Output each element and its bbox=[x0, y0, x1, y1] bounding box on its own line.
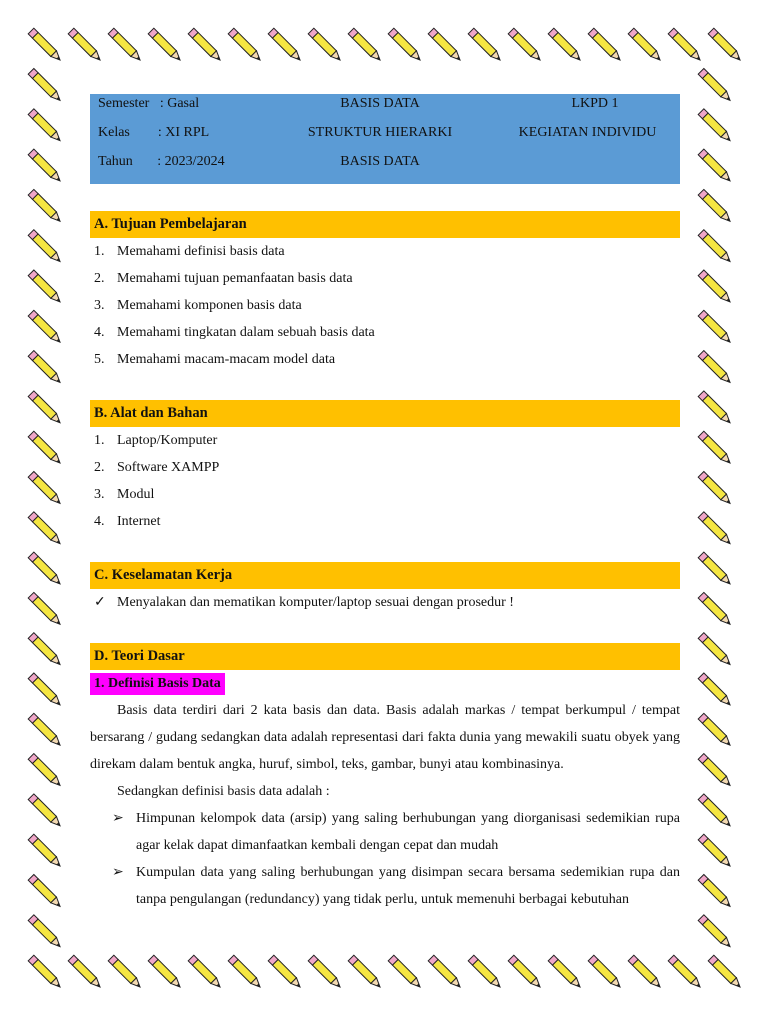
pencil-icon bbox=[68, 955, 103, 990]
pencil-icon bbox=[388, 955, 423, 990]
list-item: 2. Memahami tujuan pemanfaatan basis data bbox=[94, 271, 353, 286]
kegiatan-label: KEGIATAN INDIVIDU bbox=[518, 125, 657, 140]
list-item: ➢ Kumpulan data yang saling berhubungan yang disimpan secara bersama sedemikian rupa dan tanpa pengulangan (redundancy) yang tidak perlu, untuk memenuhi berbagai kebutuhan bbox=[90, 859, 680, 913]
pencil-icon bbox=[28, 310, 63, 345]
header-info-box bbox=[90, 94, 680, 184]
list-item: 4. Internet bbox=[94, 514, 161, 529]
pencil-icon bbox=[28, 109, 63, 144]
pencil-icon bbox=[268, 28, 303, 63]
subheading-definisi: 1. Definisi Basis Data bbox=[90, 673, 225, 695]
lkpd-label: LKPD 1 bbox=[571, 96, 619, 111]
pencil-icon bbox=[268, 955, 303, 990]
pencil-icon bbox=[708, 955, 743, 990]
pencil-icon bbox=[28, 270, 63, 305]
definition-bullets bbox=[90, 805, 680, 913]
pencil-icon bbox=[148, 28, 183, 63]
pencil-icon bbox=[188, 955, 223, 990]
pencil-icon bbox=[28, 633, 63, 668]
pencil-icon bbox=[548, 955, 583, 990]
pencil-icon bbox=[698, 633, 733, 668]
pencil-icon bbox=[28, 69, 63, 104]
pencil-icon bbox=[698, 794, 733, 829]
pencil-icon bbox=[508, 955, 543, 990]
pencil-icon bbox=[668, 955, 703, 990]
pencil-icon bbox=[698, 270, 733, 305]
pencil-icon bbox=[28, 28, 63, 63]
pencil-icon bbox=[628, 955, 663, 990]
pencil-icon bbox=[698, 431, 733, 466]
pencil-icon bbox=[28, 592, 63, 627]
title-line-3: BASIS DATA bbox=[340, 154, 420, 169]
pencil-icon bbox=[698, 149, 733, 184]
pencil-icon bbox=[698, 472, 733, 507]
pencil-icon bbox=[308, 955, 343, 990]
pencil-icon bbox=[108, 28, 143, 63]
pencil-icon bbox=[388, 28, 423, 63]
check-mark-icon: ✓ bbox=[94, 595, 106, 610]
pencil-icon bbox=[108, 955, 143, 990]
pencil-icon bbox=[698, 230, 733, 265]
pencil-icon bbox=[698, 592, 733, 627]
pencil-icon bbox=[28, 754, 63, 789]
pencil-icon bbox=[28, 794, 63, 829]
pencil-icon bbox=[698, 673, 733, 708]
pencil-icon bbox=[588, 955, 623, 990]
kelas-label: Kelas : XI RPL bbox=[98, 125, 210, 140]
pencil-icon bbox=[348, 28, 383, 63]
pencil-icon bbox=[698, 834, 733, 869]
learning-objectives-list bbox=[90, 238, 680, 373]
pencil-icon bbox=[698, 310, 733, 345]
pencil-icon bbox=[28, 834, 63, 869]
pencil-icon bbox=[698, 552, 733, 587]
tahun-label: Tahun : 2023/2024 bbox=[98, 154, 225, 169]
list-item: 4. Memahami tingkatan dalam sebuah basis data bbox=[94, 325, 375, 340]
list-item: 5. Memahami macam-macam model data bbox=[94, 352, 336, 367]
pencil-icon bbox=[28, 673, 63, 708]
pencil-icon bbox=[698, 189, 733, 224]
pencil-icon bbox=[708, 28, 743, 63]
pencil-icon bbox=[148, 955, 183, 990]
section-c-heading: C. Keselamatan Kerja bbox=[90, 562, 680, 589]
safety-list bbox=[90, 589, 680, 616]
pencil-icon bbox=[468, 28, 503, 63]
pencil-icon bbox=[28, 230, 63, 265]
list-item: 3. Memahami komponen basis data bbox=[94, 298, 302, 313]
pencil-icon bbox=[28, 875, 63, 910]
pencil-icon bbox=[28, 351, 63, 386]
pencil-icon bbox=[28, 149, 63, 184]
list-item: ➢ Himpunan kelompok data (arsip) yang saling berhubungan yang diorganisasi sedemikian rupa agar kelak dapat dimanfaatkan kembali dengan cepat dan mudah bbox=[90, 805, 680, 859]
list-item: 1. Memahami definisi basis data bbox=[94, 244, 285, 259]
pencil-icon bbox=[308, 28, 343, 63]
section-a-heading: A. Tujuan Pembelajaran bbox=[90, 211, 680, 238]
pencil-icon bbox=[28, 472, 63, 507]
definition-intro: Sedangkan definisi basis data adalah : bbox=[117, 784, 330, 799]
semester-label: Semester : Gasal bbox=[98, 96, 200, 111]
title-line-2: STRUKTUR HIERARKI bbox=[307, 125, 453, 140]
pencil-icon bbox=[468, 955, 503, 990]
section-b-heading: B. Alat dan Bahan bbox=[90, 400, 680, 427]
pencil-icon bbox=[698, 351, 733, 386]
pencil-icon bbox=[628, 28, 663, 63]
pencil-icon bbox=[28, 431, 63, 466]
pencil-icon bbox=[28, 915, 63, 950]
pencil-icon bbox=[28, 713, 63, 748]
worksheet bbox=[90, 94, 680, 913]
pencil-icon bbox=[698, 109, 733, 144]
pencil-icon bbox=[698, 875, 733, 910]
arrow-bullet-icon: ➢ bbox=[112, 865, 124, 880]
pencil-icon bbox=[228, 28, 263, 63]
tools-list bbox=[90, 427, 680, 535]
pencil-icon bbox=[28, 189, 63, 224]
title-line-1: BASIS DATA bbox=[340, 96, 420, 111]
pencil-icon bbox=[698, 754, 733, 789]
pencil-icon bbox=[588, 28, 623, 63]
list-item: 2. Software XAMPP bbox=[94, 460, 220, 475]
pencil-icon bbox=[698, 391, 733, 426]
arrow-bullet-icon: ➢ bbox=[112, 811, 124, 826]
pencil-icon bbox=[28, 391, 63, 426]
pencil-icon bbox=[28, 552, 63, 587]
definition-paragraph: Basis data terdiri dari 2 kata basis dan data. Basis adalah markas / tempat berkumpul / tempat bersarang / gudang sedangkan data adalah representasi dari fakta dunia yang mewakili suatu obyek yang direkam dalam bentuk angka, huruf, simbol, teks, gambar, bunyi atau kombinasinya. bbox=[90, 703, 680, 772]
pencil-icon bbox=[698, 713, 733, 748]
list-item: 1. Laptop/Komputer bbox=[94, 433, 218, 448]
pencil-icon bbox=[28, 512, 63, 547]
pencil-icon bbox=[428, 955, 463, 990]
pencil-icon bbox=[428, 28, 463, 63]
pencil-icon bbox=[668, 28, 703, 63]
pencil-icon bbox=[698, 512, 733, 547]
section-d-heading: D. Teori Dasar bbox=[90, 643, 680, 670]
pencil-icon bbox=[228, 955, 263, 990]
pencil-icon bbox=[548, 28, 583, 63]
pencil-icon bbox=[188, 28, 223, 63]
pencil-icon bbox=[348, 955, 383, 990]
list-item: 3. Modul bbox=[94, 487, 155, 502]
pencil-icon bbox=[508, 28, 543, 63]
pencil-icon bbox=[28, 955, 63, 990]
pencil-icon bbox=[698, 69, 733, 104]
pencil-icon bbox=[68, 28, 103, 63]
pencil-icon bbox=[698, 915, 733, 950]
list-item: ✓ Menyalakan dan mematikan komputer/laptop sesuai dengan prosedur ! bbox=[90, 589, 680, 616]
